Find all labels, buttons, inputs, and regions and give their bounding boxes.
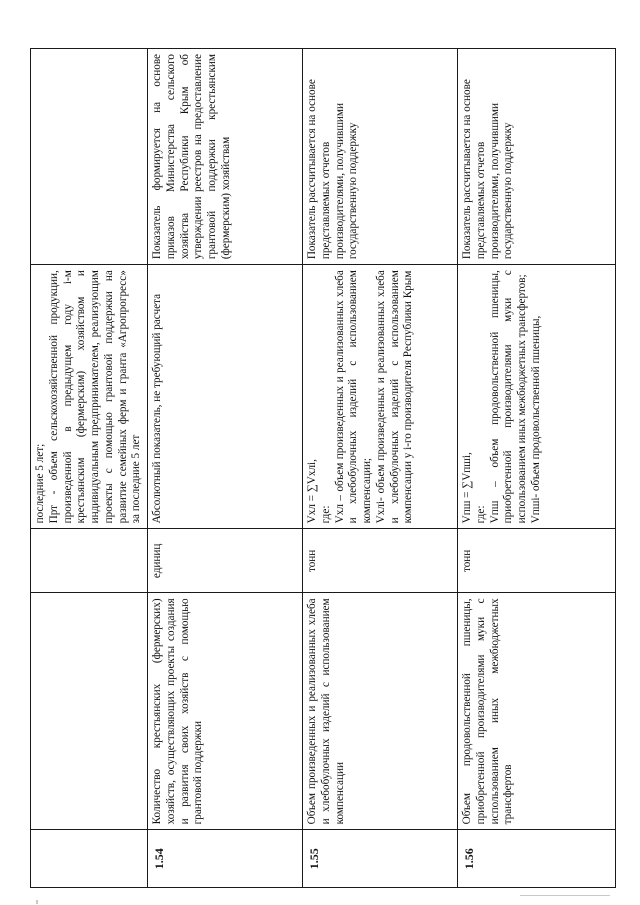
method-line: Прт - объем сельскохозяйственной продукции, произведенной в предыдущем году i-м крестьянским (фермерским) хозяйством и индивидуальным предпринимателем, реализующим проекты с помощью грантовой поддержки на развитие семейных ферм и гранта «Агропрогресс» за последние 5 лет: [47, 270, 143, 524]
calculation-method: [31, 265, 148, 529]
unit-of-measure: единиц: [148, 529, 303, 593]
method-line: Vхл = ∑Vхлi,: [306, 459, 319, 524]
indicator-name: Объем произведенных и реализованных хлеба и хлебобулочных изделий с использованием компенсации: [303, 593, 458, 830]
method-line: где:: [319, 505, 332, 524]
row-number: 1.55: [303, 830, 458, 888]
method-line: Vхл – объем произведенных и реализованных хлеба и хлебобулочных изделий с использованием компенсации;: [333, 270, 374, 524]
data-source: Показатель формируется на основе приказов Министерства сельского хозяйства Республики Крым об утверждении реестров на предоставление грантовой поддержки крестьянским (фермерским) хозяйствам: [148, 49, 303, 265]
scan-edge-line: [36, 900, 38, 904]
method-line: Vпш = ∑Vпшi,: [461, 452, 474, 524]
method-line: Vпшi- объем продовольственной пшеницы,: [529, 315, 542, 524]
indicator-name: Количество крестьянских (фермерских) хозяйств, осуществляющих проекты создания и развития своих хозяйств с помощью грантовой поддержки: [148, 593, 303, 830]
row-number: [31, 830, 148, 888]
unit-of-measure: тонн: [303, 529, 458, 593]
method-line: Абсолютный показатель, не требующий расчета: [151, 293, 164, 524]
calculation-method: [303, 265, 458, 529]
data-source: Показатель рассчитывается на основе представляемых отчетов производителями, получившими государственную поддержку: [303, 49, 458, 265]
indicator-name: [31, 593, 148, 830]
table-row: [148, 49, 303, 888]
unit-of-measure: тонн: [458, 529, 616, 593]
method-line: где:: [474, 505, 487, 524]
calculation-method: [458, 265, 616, 529]
scan-edge-line: [520, 895, 610, 896]
method-line: Vпш – объем продовольственной пшеницы, приобретенной производителями муки с использованием иных межбюджетных трансфертов;: [488, 270, 529, 524]
indicators-table: [30, 48, 616, 888]
indicator-name: Объем продовольственной пшеницы, приобретенной производителями муки с использованием иных межбюджетных трансфертов: [458, 593, 616, 830]
row-number: 1.54: [148, 830, 303, 888]
data-source: Показатель рассчитывается на основе представляемых отчетов производителями, получившими государственную поддержку: [458, 49, 616, 265]
table-row: [303, 49, 458, 888]
calculation-method: [148, 265, 303, 529]
method-line: Vхлi- объем произведенных и реализованных хлеба и хлебобулочных изделий с использованием компенсации у i-го производителя Республики Крым: [374, 270, 415, 524]
data-source: [31, 49, 148, 265]
method-line: последние 5 лет;: [34, 443, 46, 524]
row-number: 1.56: [458, 830, 616, 888]
table-row: [31, 49, 148, 888]
rotated-page: [30, 48, 610, 888]
unit-of-measure: [31, 529, 148, 593]
table-row: [458, 49, 616, 888]
